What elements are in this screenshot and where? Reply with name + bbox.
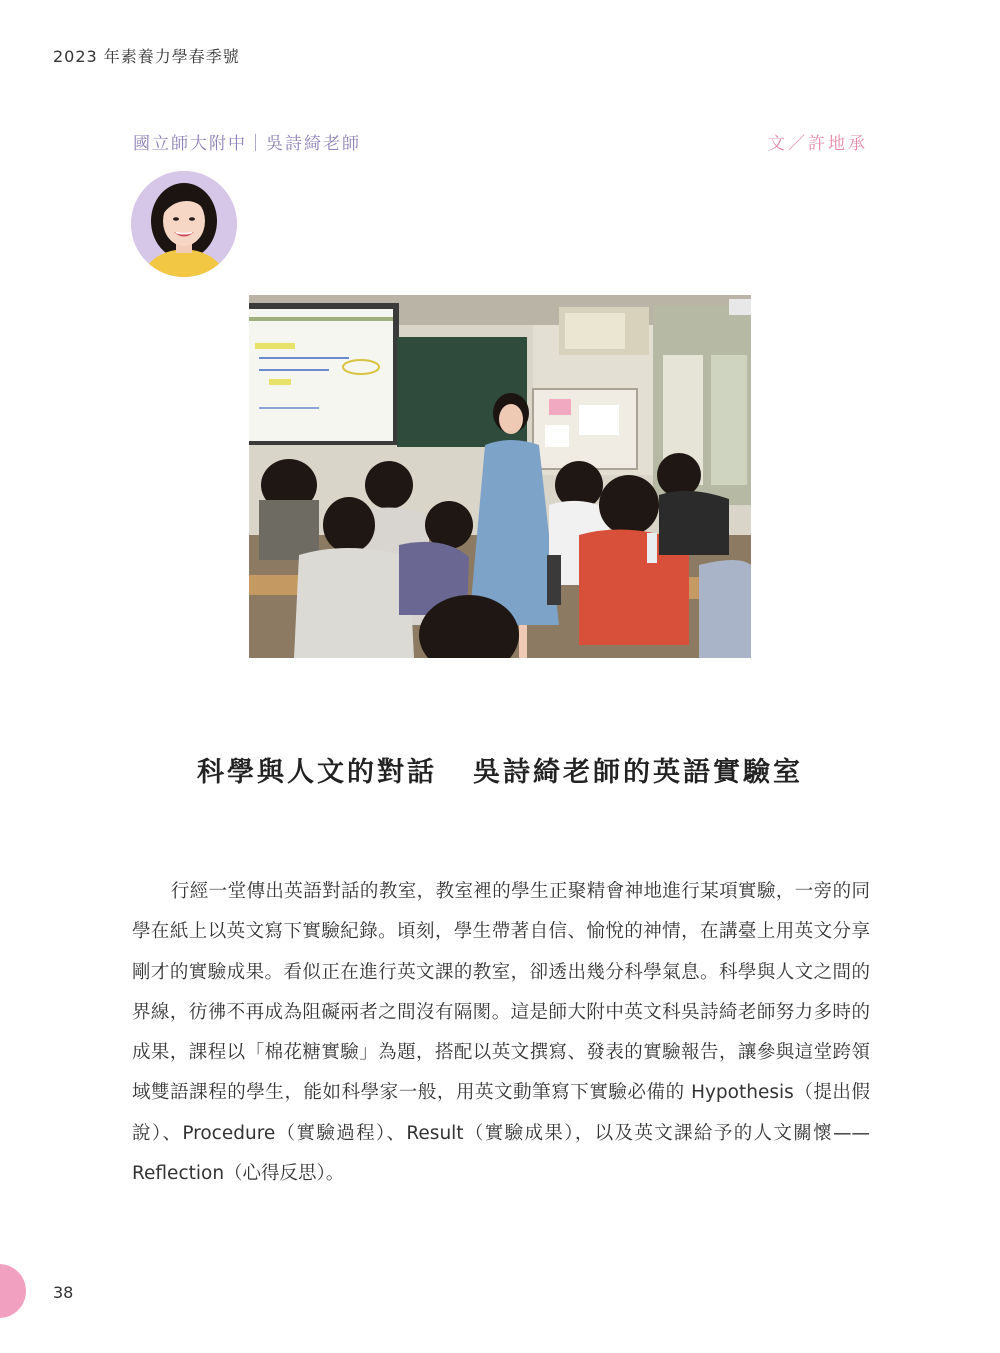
- article-title-part1: 科學與人文的對話: [197, 757, 437, 788]
- classroom-photo: [249, 295, 751, 658]
- teacher-portrait: [131, 171, 237, 277]
- article-paragraph: 行經一堂傳出英語對話的教室，教室裡的學生正聚精會神地進行某項實驗，一旁的同學在紙上以英文寫下實驗紀錄。頃刻，學生帶著自信、愉悅的神情，在講臺上用英文分享剛才的實驗成果。看似正在進行英文課的教室，卻透出幾分科學氣息。科學與人文之間的界線，彷彿不再成為阻礙兩者之間沒有隔閡。這是師大附中英文科吳詩綺老師努力多時的成果，課程以「棉花糖實驗」為題，搭配以英文撰寫、發表的實驗報告，讓參與這堂跨領域雙語課程的學生，能如科學家一般，用英文動筆寫下實驗必備的 Hypothesis（提出假說）、Procedure（實驗過程）、Result（實驗成果），以及英文課給予的人文關懷—— Reflection（心得反思）。: [132, 881, 870, 1185]
- running-header: 2023 年素養力學春季號: [53, 47, 240, 66]
- author-label: 文／許地承: [768, 134, 868, 154]
- article-title-part2: 吳詩綺老師的英語實驗室: [473, 757, 803, 788]
- page-number: 38: [53, 1283, 74, 1302]
- page-tab-decoration: [0, 1264, 26, 1318]
- school-teacher-label: 國立師大附中｜吳詩綺老師: [133, 134, 361, 154]
- article-title: [0, 750, 1000, 789]
